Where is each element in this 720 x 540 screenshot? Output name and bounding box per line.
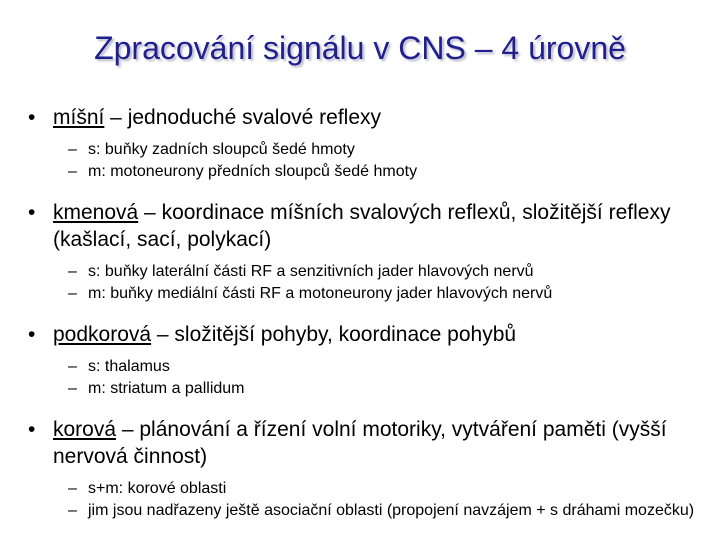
dash-icon: – xyxy=(68,380,77,397)
slide-title: Zpracování signálu v CNS – 4 úrovně xyxy=(94,30,626,66)
sub-item-text: s: thalamus xyxy=(88,358,170,375)
dash-icon: – xyxy=(68,263,77,280)
sub-list xyxy=(28,139,698,183)
level-item-subcortical xyxy=(28,321,698,348)
sub-item-text: jim jsou nadřazeny ještě asociační oblasti (propojení navzájem + s dráhami mozečku) xyxy=(88,502,695,519)
bullet-icon: • xyxy=(28,201,36,224)
sub-item-text: s+m: korové oblasti xyxy=(88,480,227,497)
level-term: podkorová xyxy=(53,323,152,346)
dash-icon: – xyxy=(68,285,77,302)
level-term: korová xyxy=(53,418,117,441)
sub-item-text: s: buňky zadních sloupců šedé hmoty xyxy=(88,141,355,158)
level-text: – složitější pohyby, koordinace pohybů xyxy=(151,323,517,346)
slide-body xyxy=(28,104,698,538)
sub-item-text: m: motoneurony předních sloupců šedé hmoty xyxy=(88,163,418,180)
sub-item xyxy=(28,478,698,500)
bullet-icon: • xyxy=(28,418,36,441)
sub-list xyxy=(28,261,698,305)
sub-list xyxy=(28,478,698,522)
dash-icon: – xyxy=(68,141,77,158)
sub-item-text: m: striatum a pallidum xyxy=(88,380,245,397)
sub-list xyxy=(28,356,698,400)
sub-item xyxy=(28,378,698,400)
level-term: míšní xyxy=(53,106,105,129)
level-item-cortical xyxy=(28,416,698,470)
sub-item xyxy=(28,500,698,522)
bullet-icon: • xyxy=(28,106,36,129)
sub-item xyxy=(28,161,698,183)
dash-icon: – xyxy=(68,358,77,375)
dash-icon: – xyxy=(68,502,77,519)
level-item-brainstem xyxy=(28,199,698,253)
level-term: kmenová xyxy=(53,201,139,224)
sub-item xyxy=(28,283,698,305)
sub-item xyxy=(28,261,698,283)
level-text: – jednoduché svalové reflexy xyxy=(104,106,382,129)
dash-icon: – xyxy=(68,163,77,180)
dash-icon: – xyxy=(68,480,77,497)
sub-item-text: m: buňky mediální části RF a motoneurony jader hlavových nervů xyxy=(88,285,553,302)
level-text: – plánování a řízení volní motoriky, vytváření paměti (vyšší nervová činnost) xyxy=(53,418,667,468)
level-text: – koordinace míšních svalových reflexů, složitější reflexy (kašlací, sací, polykací) xyxy=(53,201,671,251)
sub-item-text: s: buňky laterální části RF a senzitivních jader hlavových nervů xyxy=(88,263,534,280)
level-item-spinal xyxy=(28,104,698,131)
sub-item xyxy=(28,139,698,161)
bullet-icon: • xyxy=(28,323,36,346)
sub-item xyxy=(28,356,698,378)
